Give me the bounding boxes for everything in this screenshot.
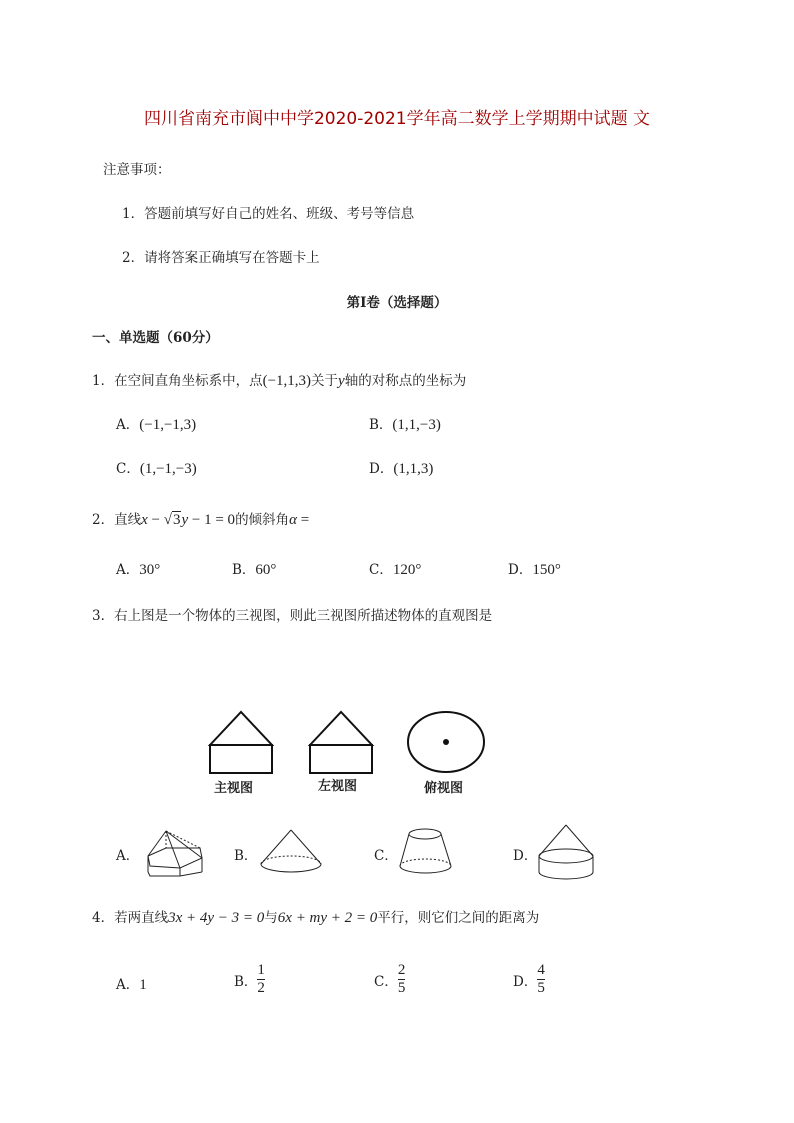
q4-option-b[interactable] xyxy=(234,962,265,997)
q4-post: 平行，则它们之间的距离为 xyxy=(377,910,540,926)
q3-option-c-label[interactable]: C． xyxy=(374,848,398,864)
q2-option-d[interactable] xyxy=(508,558,561,579)
q2-option-a[interactable] xyxy=(116,558,160,579)
q2-eq-y: y xyxy=(181,512,189,528)
cone-drawing xyxy=(258,826,324,878)
q2-pre: 2．直线 xyxy=(92,512,142,528)
section-title: 一、单选题（60分） xyxy=(92,330,219,346)
option-label: B． xyxy=(232,562,256,578)
question-4 xyxy=(92,906,539,927)
q2-option-b[interactable] xyxy=(232,558,276,579)
q1-option-a[interactable] xyxy=(116,413,196,434)
q3-option-a-label[interactable]: A． xyxy=(116,848,140,864)
option-label: A． xyxy=(116,417,140,433)
front-view-drawing xyxy=(210,712,272,773)
note-item: 1．答题前填写好自己的姓名、班级、考号等信息 xyxy=(122,206,415,222)
q1-mid: 关于 xyxy=(311,373,339,389)
fraction-numerator: 4 xyxy=(537,962,545,978)
q1-option-d[interactable] xyxy=(369,457,433,478)
fraction-numerator: 2 xyxy=(397,962,406,978)
option-value: (1,1,3) xyxy=(393,461,434,477)
q1-option-b[interactable] xyxy=(369,413,441,434)
q2-option-c[interactable] xyxy=(369,558,421,579)
q4-mid: 与 xyxy=(264,910,278,926)
fraction-numerator: 1 xyxy=(257,962,265,978)
front-view-caption: 主视图 xyxy=(214,781,254,796)
q3-option-d-label[interactable]: D． xyxy=(513,848,538,864)
q1-post: 轴的对称点的坐标为 xyxy=(344,373,467,389)
option-value: 60° xyxy=(255,562,277,578)
side-view-drawing xyxy=(310,712,372,773)
fraction-denominator: 5 xyxy=(397,980,406,996)
option-label: C． xyxy=(374,973,398,990)
pyramid-prism-drawing xyxy=(142,826,208,878)
option-label: A． xyxy=(116,562,140,578)
q4-option-d[interactable] xyxy=(513,962,545,997)
notes-heading: 注意事项： xyxy=(103,162,171,178)
option-fraction xyxy=(257,962,265,997)
option-label: B． xyxy=(234,973,258,990)
top-view-drawing xyxy=(408,712,484,772)
note-item: 2．请将答案正确填写在答题卡上 xyxy=(122,250,320,266)
option-label: D． xyxy=(369,461,394,477)
top-view-caption: 俯视图 xyxy=(424,781,464,796)
cone-cylinder-drawing xyxy=(535,822,599,882)
q2-eq-rest: − 1 = 0 xyxy=(188,512,236,528)
question-3: 3．右上图是一个物体的三视图，则此三视图所描述物体的直观图是 xyxy=(92,608,493,624)
option-value: 1 xyxy=(139,977,147,993)
page-title: 四川省南充市阆中中学2020-2021学年高二数学上学期期中试题 文 xyxy=(143,109,651,129)
q1-pre: 1．在空间直角坐标系中，点 xyxy=(92,373,263,389)
q1-axis: y xyxy=(338,373,345,389)
option-value: 120° xyxy=(392,562,422,578)
q2-eq-sqrt3: 3 xyxy=(172,512,181,528)
option-value: (1,−1,−3) xyxy=(139,461,197,477)
option-label: B． xyxy=(369,417,393,433)
q2-mid: 的倾斜角 xyxy=(235,512,290,528)
part-title: 第I卷（选择题） xyxy=(346,295,448,311)
option-value: 150° xyxy=(532,562,561,578)
option-label: C． xyxy=(369,562,393,578)
option-value: (1,1,−3) xyxy=(392,417,441,433)
q4-line-1: 3x + 4y − 3 = 0 xyxy=(168,910,265,926)
q1-option-c[interactable] xyxy=(116,457,197,478)
frustum-drawing xyxy=(396,824,456,880)
option-label: A． xyxy=(116,977,140,993)
q3-option-b-label[interactable]: B． xyxy=(234,848,258,864)
question-1 xyxy=(92,369,466,390)
option-label: C． xyxy=(116,461,140,477)
option-fraction xyxy=(398,962,406,997)
q4-option-a[interactable] xyxy=(116,973,147,994)
option-value: 30° xyxy=(139,562,161,578)
q2-post: = xyxy=(296,512,310,528)
option-fraction xyxy=(537,962,545,997)
q2-eq-minus: − xyxy=(147,512,164,528)
option-label: D． xyxy=(513,973,538,990)
q4-line-2: 6x + my + 2 = 0 xyxy=(277,910,378,926)
option-value: (−1,−1,3) xyxy=(139,417,197,433)
q4-pre: 4．若两直线 xyxy=(92,910,169,926)
side-view-caption: 左视图 xyxy=(318,779,358,794)
q2-eq-x: x xyxy=(141,512,148,528)
q1-point: (−1,1,3) xyxy=(262,373,312,389)
option-label: D． xyxy=(508,562,533,578)
question-2: 2．直线x − √3y − 1 = 0的倾斜角α = xyxy=(92,512,310,528)
fraction-denominator: 2 xyxy=(257,980,265,996)
fraction-denominator: 5 xyxy=(537,980,545,996)
q2-alpha: α xyxy=(289,512,297,528)
q4-option-c[interactable] xyxy=(374,962,405,997)
